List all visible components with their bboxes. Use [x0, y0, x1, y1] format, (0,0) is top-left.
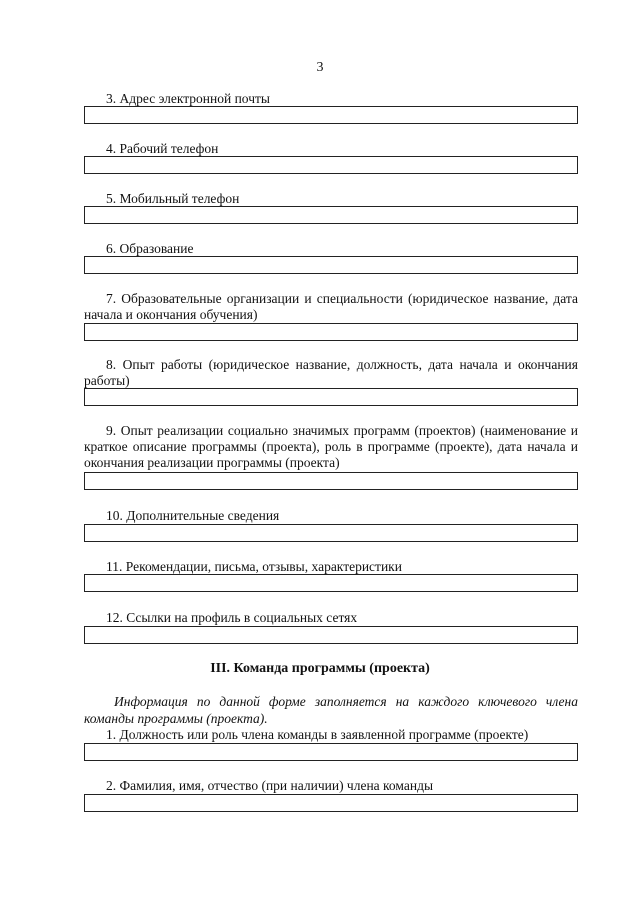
- team-member-role-field[interactable]: [84, 743, 578, 761]
- team-member-name-label: 2. Фамилия, имя, отчество (при наличии) члена команды: [106, 778, 434, 793]
- work-phone-label: 4. Рабочий телефон: [106, 141, 219, 156]
- recommendations-field[interactable]: [84, 574, 578, 592]
- section-note: Информация по данной форме заполняется на каждого ключевого члена команды программы (проекта).: [84, 694, 578, 726]
- social-links-label: 12. Ссылки на профиль в социальных сетях: [106, 610, 358, 625]
- email-label: 3. Адрес электронной почты: [106, 91, 270, 106]
- team-member-name-field[interactable]: [84, 794, 578, 812]
- page-number: 3: [316, 60, 324, 75]
- projects-experience-label: 9. Опыт реализации социально значимых программ (проектов) (наименование и краткое описание программы (проекта), роль в программе (проекте), дата начала и окончания реализации программы (проекта): [84, 423, 578, 470]
- educational-organizations-label: 7. Образовательные организации и специальности (юридическое название, дата начала и окончания обучения): [84, 291, 578, 322]
- mobile-phone-label: 5. Мобильный телефон: [106, 191, 240, 206]
- email-field[interactable]: [84, 106, 578, 124]
- education-field[interactable]: [84, 256, 578, 274]
- projects-experience-field[interactable]: [84, 472, 578, 490]
- social-links-field[interactable]: [84, 626, 578, 644]
- recommendations-label: 11. Рекомендации, письма, отзывы, характеристики: [106, 559, 402, 574]
- section-heading: III. Команда программы (проекта): [210, 661, 430, 676]
- work-experience-field[interactable]: [84, 388, 578, 406]
- work-phone-field[interactable]: [84, 156, 578, 174]
- team-member-role-label: 1. Должность или роль члена команды в заявленной программе (проекте): [106, 727, 529, 742]
- work-experience-label: 8. Опыт работы (юридическое название, должность, дата начала и окончания работы): [84, 357, 578, 388]
- additional-info-label: 10. Дополнительные сведения: [106, 508, 280, 523]
- additional-info-field[interactable]: [84, 524, 578, 542]
- education-label: 6. Образование: [106, 241, 194, 256]
- educational-organizations-field[interactable]: [84, 323, 578, 341]
- mobile-phone-field[interactable]: [84, 206, 578, 224]
